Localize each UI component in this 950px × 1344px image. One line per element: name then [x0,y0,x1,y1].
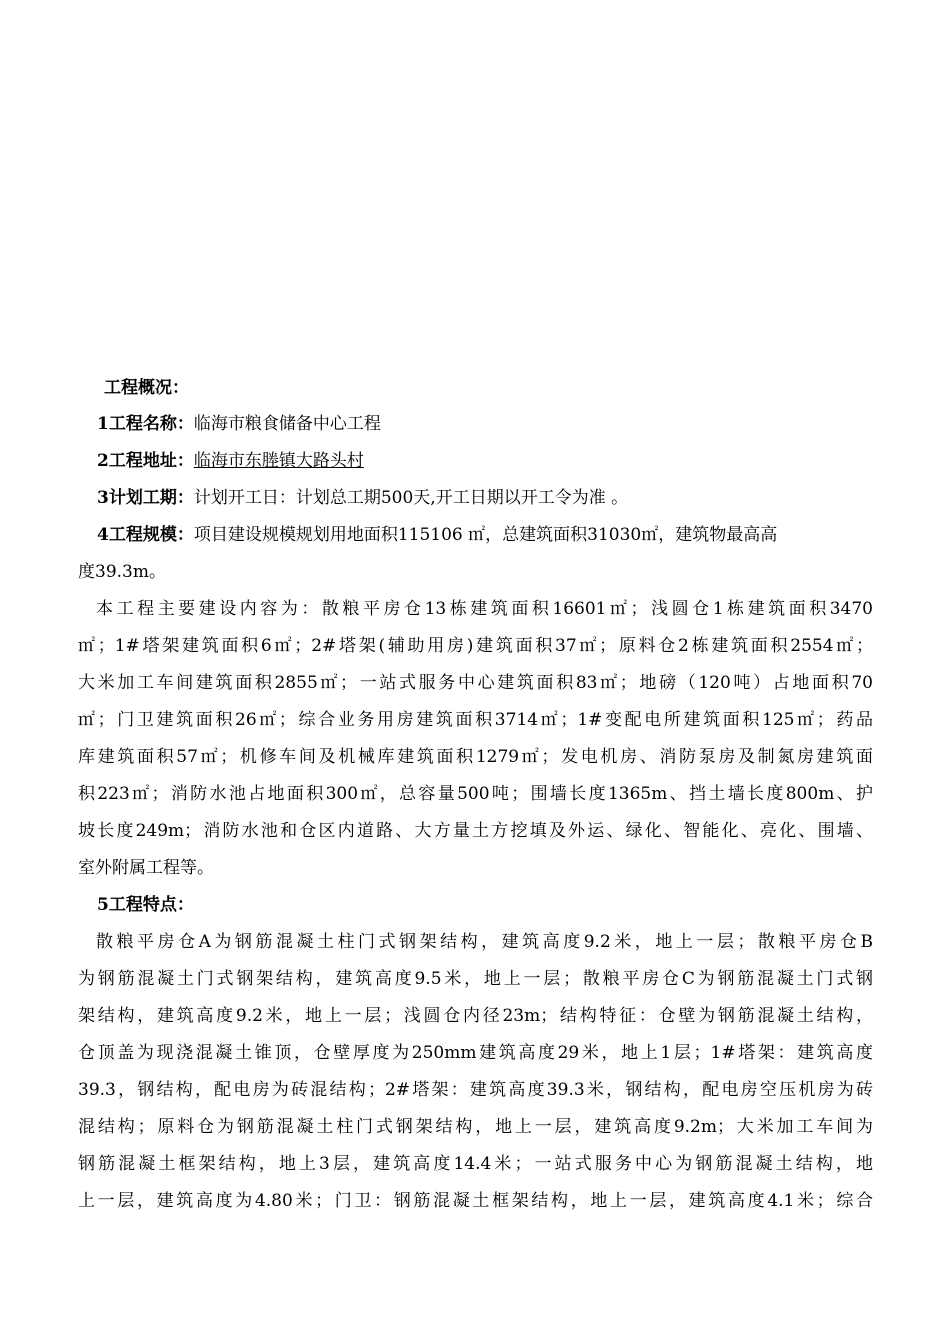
item-label: 4工程规模： [97,525,194,545]
scale-continuation: 度39.3m。 [78,562,166,582]
content-line: 大米加工车间建筑面积2855㎡；一站式服务中心建筑面积83㎡；地磅（120吨）占地面积70 [78,673,873,693]
feature-line: 散粮平房仓A为钢筋混凝土柱门式钢架结构，建筑高度9.2米，地上一层；散粮平房仓B [96,932,873,952]
item-text: 项目建设规模规划用地面积115106 ㎡，总建筑面积31030㎡，建筑物最高高 [193,525,778,545]
item-text: 临海市粮食储备中心工程 [193,414,381,434]
item-text: 计划开工日：计划总工期500天,开工日期以开工令为准 。 [193,488,629,508]
content-line: 本工程主要建设内容为：散粮平房仓13栋建筑面积16601㎡；浅圆仓1栋建筑面积3470 [96,599,873,619]
feature-line: 混结构；原料仓为钢筋混凝土柱门式钢架结构，地上一层，建筑高度9.2m；大米加工车间为 [78,1117,873,1137]
item-label: 1工程名称： [97,414,194,434]
section-heading: 工程概况： [104,378,189,398]
item-project-scale [97,523,777,547]
content-line: 积223㎡；消防水池占地面积300㎡，总容量500吨；围墙长度1365m、挡土墙长度800m、护 [78,784,873,804]
feature-line: 架结构，建筑高度9.2米，地上一层；浅圆仓内径23m；结构特征：仓壁为钢筋混凝土结构， [78,1006,873,1026]
feature-line: 钢筋混凝土框架结构，地上3层，建筑高度14.4米；一站式服务中心为钢筋混凝土结构，地 [78,1154,873,1174]
content-line: 室外附属工程等。 [78,858,214,878]
feature-line: 仓顶盖为现浇混凝土锥顶，仓壁厚度为250mm建筑高度29米，地上1层；1#塔架：建筑高度 [78,1043,873,1063]
item-text: 临海市东塍镇大路头村 [193,451,364,471]
item-project-name [97,412,381,436]
item-project-address [97,449,364,473]
item-planned-schedule [97,486,628,510]
feature-line: 上一层，建筑高度为4.80米；门卫：钢筋混凝土框架结构，地上一层，建筑高度4.1米；综合 [78,1191,873,1211]
content-line: ㎡；1#塔架建筑面积6㎡；2#塔架(辅助用房)建筑面积37㎡；原料仓2栋建筑面积2554㎡； [78,636,873,656]
feature-line: 为钢筋混凝土门式钢架结构，建筑高度9.5米，地上一层；散粮平房仓C为钢筋混凝土门式钢 [78,969,873,989]
features-heading: 5工程特点： [97,895,194,915]
content-line: ㎡；门卫建筑面积26㎡；综合业务用房建筑面积3714㎡；1#变配电所建筑面积125㎡；药品 [78,710,873,730]
content-line: 库建筑面积57㎡；机修车间及机械库建筑面积1279㎡；发电机房、消防泵房及制氮房建筑面 [78,747,873,767]
content-line: 坡长度249m；消防水池和仓区内道路、大方量土方挖填及外运、绿化、智能化、亮化、围墙、 [78,821,873,841]
item-label: 2工程地址： [97,451,194,471]
item-label: 3计划工期： [97,488,194,508]
feature-line: 39.3，钢结构，配电房为砖混结构；2#塔架：建筑高度39.3米，钢结构，配电房空压机房为砖 [78,1080,873,1100]
